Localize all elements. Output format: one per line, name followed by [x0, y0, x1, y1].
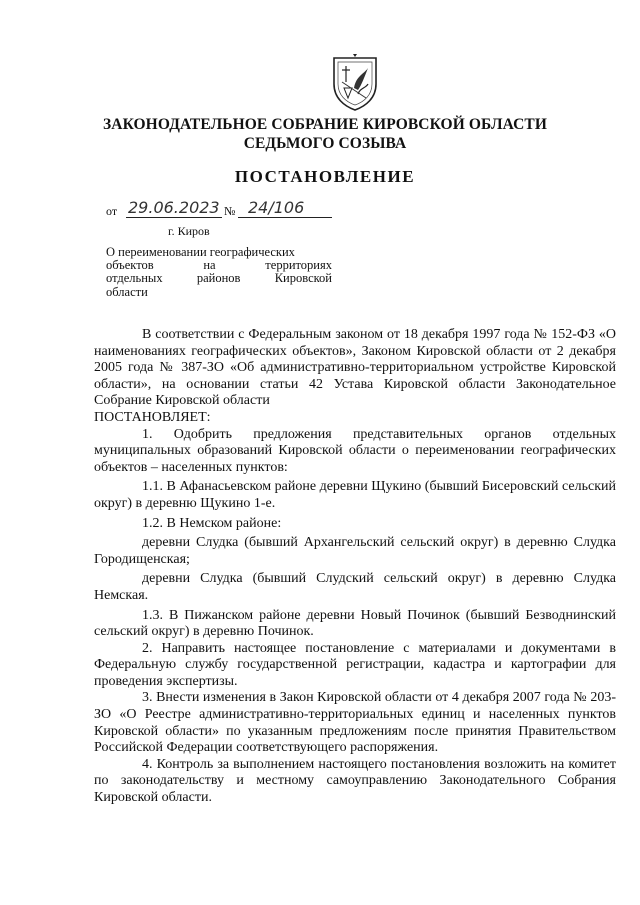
paragraph-1-2-b: деревни Слудка (бывший Слудский сельский округ) в деревню Слудка Немская.: [94, 571, 616, 603]
date-prefix: от: [106, 204, 118, 218]
document-body: [94, 327, 616, 807]
paragraph-1-2-a: деревни Слудка (бывший Архангельский сельский округ) в деревню Слудка Городищенская;: [94, 535, 616, 567]
number-prefix: №: [224, 204, 236, 218]
document-title: ПОСТАНОВЛЕНИЕ: [234, 167, 416, 186]
paragraph-1-3: 1.3. В Пижанском районе деревни Новый Починок (бывший Безводнинский сельский округ) в деревню Починок.: [94, 607, 616, 640]
paragraph-2: 2. Направить настоящее постановление с материалами и документами в Федеральную службу государственной регистрации, кадастра и картографии для проведения экспертизы.: [94, 640, 616, 689]
convocation: СЕДЬМОГО СОЗЫВА: [243, 135, 407, 152]
assembly-name: ЗАКОНОДАТЕЛЬНОЕ СОБРАНИЕ КИРОВСКОЙ ОБЛАСТИ: [103, 116, 547, 133]
paragraph-1-2: 1.2. В Немском районе:: [142, 515, 282, 531]
paragraph-1: 1. Одобрить предложения представительных органов отдельных муниципальных образований Кировской области о переименовании географических объектов – населенных пунктов:: [94, 426, 616, 475]
document-date: 29.06.2023: [128, 198, 220, 217]
document-requisites: [106, 198, 346, 238]
document-number: 24/106: [248, 198, 305, 217]
date-underline: [126, 217, 222, 218]
preamble-paragraph: В соответствии с Федеральным законом от 18 декабря 1997 года № 152-ФЗ «О наименованиях географических объектов», Законом Кировской области от 2 декабря 2005 года № 387-ЗО «Об административно-территориальном устройстве Кировской области», на основании статьи 42 Устава Кировской области Законодательное Собрание Кировской области: [94, 327, 616, 409]
resolves-label: ПОСТАНОВЛЯЕТ:: [94, 409, 211, 425]
paragraph-1-1: 1.1. В Афанасьевском районе деревни Щукино (бывший Бисеровский сельский округ) в деревню Щукино 1-е.: [94, 479, 616, 511]
number-underline: [238, 217, 332, 218]
document-city: г. Киров: [168, 224, 210, 238]
paragraph-3: 3. Внести изменения в Закон Кировской области от 4 декабря 2007 года № 203-ЗО «О Реестре административно-территориальных единиц и населенных пунктов Кировской области» по указанным предложениям после принятия Правительством Российской Федерации соответствующего распоряжения.: [94, 690, 616, 756]
paragraph-4: 4. Контроль за выполнением настоящего постановления возложить на комитет по законодательству и местному самоуправлению Законодательного Собрания Кировской области.: [94, 756, 616, 806]
kirov-coat-of-arms-icon: [330, 54, 380, 112]
document-subject: О переименовании географических объектов на территориях отдельных районов Кировской области: [106, 245, 332, 299]
